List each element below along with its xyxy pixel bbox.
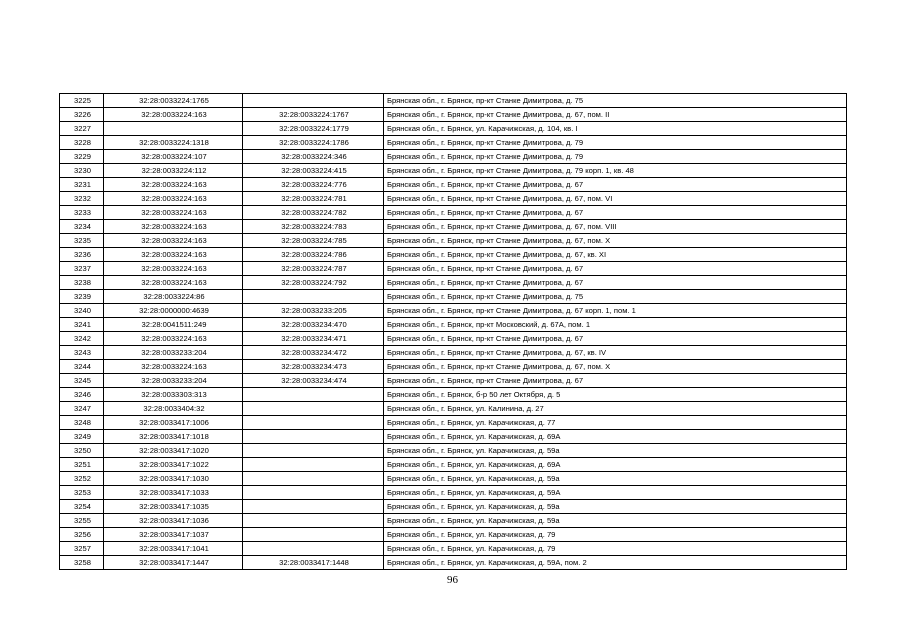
address-cell: Брянская обл., г. Брянск, пр-кт Станке Димитрова, д. 67 bbox=[384, 178, 847, 192]
object-cadastral-number bbox=[243, 430, 384, 444]
table-row bbox=[60, 444, 847, 458]
table-body bbox=[60, 94, 847, 570]
table-row bbox=[60, 234, 847, 248]
land-cadastral-number: 32:28:0033224:163 bbox=[104, 206, 243, 220]
table-row bbox=[60, 556, 847, 570]
land-cadastral-number: 32:28:0041511:249 bbox=[104, 318, 243, 332]
table-row bbox=[60, 360, 847, 374]
land-cadastral-number: 32:28:0033224:163 bbox=[104, 234, 243, 248]
object-cadastral-number bbox=[243, 416, 384, 430]
address-cell: Брянская обл., г. Брянск, пр-кт Станке Димитрова, д. 67 bbox=[384, 374, 847, 388]
table-row bbox=[60, 262, 847, 276]
row-number: 3246 bbox=[60, 388, 104, 402]
row-number: 3228 bbox=[60, 136, 104, 150]
table-row bbox=[60, 164, 847, 178]
row-number: 3258 bbox=[60, 556, 104, 570]
row-number: 3230 bbox=[60, 164, 104, 178]
table-row bbox=[60, 542, 847, 556]
row-number: 3240 bbox=[60, 304, 104, 318]
land-cadastral-number: 32:28:0033224:112 bbox=[104, 164, 243, 178]
row-number: 3245 bbox=[60, 374, 104, 388]
land-cadastral-number: 32:28:0033224:163 bbox=[104, 192, 243, 206]
object-cadastral-number bbox=[243, 514, 384, 528]
object-cadastral-number bbox=[243, 94, 384, 108]
address-cell: Брянская обл., г. Брянск, пр-кт Станке Димитрова, д. 67 bbox=[384, 276, 847, 290]
land-cadastral-number: 32:28:0033417:1447 bbox=[104, 556, 243, 570]
land-cadastral-number: 32:28:0033224:1318 bbox=[104, 136, 243, 150]
land-cadastral-number: 32:28:0033417:1006 bbox=[104, 416, 243, 430]
object-cadastral-number bbox=[243, 500, 384, 514]
object-cadastral-number: 32:28:0033233:205 bbox=[243, 304, 384, 318]
table-row bbox=[60, 94, 847, 108]
page-number: 96 bbox=[447, 574, 458, 586]
object-cadastral-number bbox=[243, 472, 384, 486]
table-row bbox=[60, 500, 847, 514]
object-cadastral-number bbox=[243, 290, 384, 304]
row-number: 3252 bbox=[60, 472, 104, 486]
row-number: 3229 bbox=[60, 150, 104, 164]
address-cell: Брянская обл., г. Брянск, пр-кт Станке Димитрова, д. 67, пом. VI bbox=[384, 192, 847, 206]
land-cadastral-number: 32:28:0033233:204 bbox=[104, 374, 243, 388]
address-cell: Брянская обл., г. Брянск, ул. Карачижская, д. 59а bbox=[384, 514, 847, 528]
table-row bbox=[60, 528, 847, 542]
table-row bbox=[60, 150, 847, 164]
row-number: 3226 bbox=[60, 108, 104, 122]
land-cadastral-number: 32:28:0000000:4639 bbox=[104, 304, 243, 318]
row-number: 3235 bbox=[60, 234, 104, 248]
row-number: 3247 bbox=[60, 402, 104, 416]
row-number: 3257 bbox=[60, 542, 104, 556]
row-number: 3227 bbox=[60, 122, 104, 136]
object-cadastral-number: 32:28:0033234:471 bbox=[243, 332, 384, 346]
object-cadastral-number: 32:28:0033224:783 bbox=[243, 220, 384, 234]
land-cadastral-number: 32:28:0033404:32 bbox=[104, 402, 243, 416]
object-cadastral-number bbox=[243, 388, 384, 402]
object-cadastral-number: 32:28:0033224:781 bbox=[243, 192, 384, 206]
table-row bbox=[60, 220, 847, 234]
land-cadastral-number: 32:28:0033224:86 bbox=[104, 290, 243, 304]
address-cell: Брянская обл., г. Брянск, пр-кт Станке Димитрова, д. 67 корп. 1, пом. 1 bbox=[384, 304, 847, 318]
land-cadastral-number: 32:28:0033417:1033 bbox=[104, 486, 243, 500]
land-cadastral-number: 32:28:0033224:163 bbox=[104, 248, 243, 262]
address-cell: Брянская обл., г. Брянск, пр-кт Станке Димитрова, д. 67, пом. X bbox=[384, 360, 847, 374]
object-cadastral-number: 32:28:0033224:787 bbox=[243, 262, 384, 276]
table-row bbox=[60, 248, 847, 262]
land-cadastral-number: 32:28:0033224:1765 bbox=[104, 94, 243, 108]
object-cadastral-number bbox=[243, 458, 384, 472]
land-cadastral-number: 32:28:0033224:163 bbox=[104, 360, 243, 374]
row-number: 3256 bbox=[60, 528, 104, 542]
row-number: 3249 bbox=[60, 430, 104, 444]
table-row bbox=[60, 486, 847, 500]
object-cadastral-number: 32:28:0033234:474 bbox=[243, 374, 384, 388]
object-cadastral-number: 32:28:0033417:1448 bbox=[243, 556, 384, 570]
object-cadastral-number: 32:28:0033224:776 bbox=[243, 178, 384, 192]
address-cell: Брянская обл., г. Брянск, ул. Карачижская, д. 59а bbox=[384, 444, 847, 458]
cadastral-table bbox=[59, 93, 847, 570]
address-cell: Брянская обл., г. Брянск, пр-кт Станке Димитрова, д. 75 bbox=[384, 290, 847, 304]
row-number: 3237 bbox=[60, 262, 104, 276]
object-cadastral-number: 32:28:0033224:785 bbox=[243, 234, 384, 248]
row-number: 3239 bbox=[60, 290, 104, 304]
row-number: 3231 bbox=[60, 178, 104, 192]
land-cadastral-number: 32:28:0033417:1022 bbox=[104, 458, 243, 472]
land-cadastral-number: 32:28:0033417:1036 bbox=[104, 514, 243, 528]
table-row bbox=[60, 304, 847, 318]
address-cell: Брянская обл., г. Брянск, ул. Карачижская, д. 69А bbox=[384, 458, 847, 472]
table-row bbox=[60, 458, 847, 472]
object-cadastral-number: 32:28:0033234:470 bbox=[243, 318, 384, 332]
table-row bbox=[60, 346, 847, 360]
table-row bbox=[60, 178, 847, 192]
table-row bbox=[60, 514, 847, 528]
table-row bbox=[60, 122, 847, 136]
row-number: 3250 bbox=[60, 444, 104, 458]
row-number: 3236 bbox=[60, 248, 104, 262]
object-cadastral-number: 32:28:0033234:473 bbox=[243, 360, 384, 374]
table-row bbox=[60, 192, 847, 206]
object-cadastral-number: 32:28:0033224:792 bbox=[243, 276, 384, 290]
address-cell: Брянская обл., г. Брянск, пр-кт Станке Димитрова, д. 67 bbox=[384, 262, 847, 276]
land-cadastral-number bbox=[104, 122, 243, 136]
table-row bbox=[60, 136, 847, 150]
object-cadastral-number: 32:28:0033224:346 bbox=[243, 150, 384, 164]
address-cell: Брянская обл., г. Брянск, ул. Карачижская, д. 59А, пом. 2 bbox=[384, 556, 847, 570]
address-cell: Брянская обл., г. Брянск, ул. Карачижская, д. 104, кв. I bbox=[384, 122, 847, 136]
table-row bbox=[60, 206, 847, 220]
address-cell: Брянская обл., г. Брянск, ул. Карачижская, д. 59а bbox=[384, 472, 847, 486]
table-row bbox=[60, 276, 847, 290]
land-cadastral-number: 32:28:0033224:107 bbox=[104, 150, 243, 164]
table-row bbox=[60, 430, 847, 444]
address-cell: Брянская обл., г. Брянск, ул. Карачижская, д. 69А bbox=[384, 430, 847, 444]
table-row bbox=[60, 416, 847, 430]
table-row bbox=[60, 472, 847, 486]
address-cell: Брянская обл., г. Брянск, ул. Карачижская, д. 59А bbox=[384, 486, 847, 500]
object-cadastral-number: 32:28:0033224:415 bbox=[243, 164, 384, 178]
row-number: 3238 bbox=[60, 276, 104, 290]
land-cadastral-number: 32:28:0033417:1041 bbox=[104, 542, 243, 556]
land-cadastral-number: 32:28:0033233:204 bbox=[104, 346, 243, 360]
table-row bbox=[60, 402, 847, 416]
address-cell: Брянская обл., г. Брянск, пр-кт Станке Димитрова, д. 75 bbox=[384, 94, 847, 108]
address-cell: Брянская обл., г. Брянск, ул. Карачижская, д. 77 bbox=[384, 416, 847, 430]
address-cell: Брянская обл., г. Брянск, пр-кт Станке Димитрова, д. 79 корп. 1, кв. 48 bbox=[384, 164, 847, 178]
row-number: 3232 bbox=[60, 192, 104, 206]
object-cadastral-number: 32:28:0033224:1767 bbox=[243, 108, 384, 122]
row-number: 3233 bbox=[60, 206, 104, 220]
object-cadastral-number: 32:28:0033234:472 bbox=[243, 346, 384, 360]
object-cadastral-number bbox=[243, 528, 384, 542]
row-number: 3251 bbox=[60, 458, 104, 472]
land-cadastral-number: 32:28:0033303:313 bbox=[104, 388, 243, 402]
row-number: 3244 bbox=[60, 360, 104, 374]
address-cell: Брянская обл., г. Брянск, пр-кт Станке Димитрова, д. 67, кв. XI bbox=[384, 248, 847, 262]
address-cell: Брянская обл., г. Брянск, пр-кт Станке Димитрова, д. 67 bbox=[384, 332, 847, 346]
object-cadastral-number bbox=[243, 402, 384, 416]
object-cadastral-number: 32:28:0033224:786 bbox=[243, 248, 384, 262]
address-cell: Брянская обл., г. Брянск, ул. Карачижская, д. 59а bbox=[384, 500, 847, 514]
row-number: 3248 bbox=[60, 416, 104, 430]
row-number: 3234 bbox=[60, 220, 104, 234]
object-cadastral-number: 32:28:0033224:782 bbox=[243, 206, 384, 220]
land-cadastral-number: 32:28:0033224:163 bbox=[104, 276, 243, 290]
object-cadastral-number: 32:28:0033224:1779 bbox=[243, 122, 384, 136]
table-row bbox=[60, 374, 847, 388]
object-cadastral-number bbox=[243, 444, 384, 458]
row-number: 3253 bbox=[60, 486, 104, 500]
address-cell: Брянская обл., г. Брянск, пр-кт Станке Димитрова, д. 67, пом. X bbox=[384, 234, 847, 248]
address-cell: Брянская обл., г. Брянск, б-р 50 лет Октября, д. 5 bbox=[384, 388, 847, 402]
row-number: 3225 bbox=[60, 94, 104, 108]
row-number: 3242 bbox=[60, 332, 104, 346]
table-row bbox=[60, 108, 847, 122]
land-cadastral-number: 32:28:0033417:1030 bbox=[104, 472, 243, 486]
row-number: 3255 bbox=[60, 514, 104, 528]
address-cell: Брянская обл., г. Брянск, ул. Калинина, д. 27 bbox=[384, 402, 847, 416]
address-cell: Брянская обл., г. Брянск, ул. Карачижская, д. 79 bbox=[384, 542, 847, 556]
address-cell: Брянская обл., г. Брянск, ул. Карачижская, д. 79 bbox=[384, 528, 847, 542]
row-number: 3243 bbox=[60, 346, 104, 360]
object-cadastral-number: 32:28:0033224:1786 bbox=[243, 136, 384, 150]
land-cadastral-number: 32:28:0033417:1037 bbox=[104, 528, 243, 542]
table-row bbox=[60, 332, 847, 346]
address-cell: Брянская обл., г. Брянск, пр-кт Московский, д. 67А, пом. 1 bbox=[384, 318, 847, 332]
table-row bbox=[60, 290, 847, 304]
address-cell: Брянская обл., г. Брянск, пр-кт Станке Димитрова, д. 79 bbox=[384, 150, 847, 164]
row-number: 3254 bbox=[60, 500, 104, 514]
table-row bbox=[60, 388, 847, 402]
object-cadastral-number bbox=[243, 486, 384, 500]
address-cell: Брянская обл., г. Брянск, пр-кт Станке Димитрова, д. 67, пом. II bbox=[384, 108, 847, 122]
address-cell: Брянская обл., г. Брянск, пр-кт Станке Димитрова, д. 67 bbox=[384, 206, 847, 220]
object-cadastral-number bbox=[243, 542, 384, 556]
address-cell: Брянская обл., г. Брянск, пр-кт Станке Димитрова, д. 67, кв. IV bbox=[384, 346, 847, 360]
land-cadastral-number: 32:28:0033224:163 bbox=[104, 332, 243, 346]
land-cadastral-number: 32:28:0033417:1018 bbox=[104, 430, 243, 444]
address-cell: Брянская обл., г. Брянск, пр-кт Станке Димитрова, д. 79 bbox=[384, 136, 847, 150]
table-row bbox=[60, 318, 847, 332]
land-cadastral-number: 32:28:0033224:163 bbox=[104, 262, 243, 276]
land-cadastral-number: 32:28:0033417:1035 bbox=[104, 500, 243, 514]
land-cadastral-number: 32:28:0033417:1020 bbox=[104, 444, 243, 458]
address-cell: Брянская обл., г. Брянск, пр-кт Станке Димитрова, д. 67, пом. VIII bbox=[384, 220, 847, 234]
land-cadastral-number: 32:28:0033224:163 bbox=[104, 108, 243, 122]
land-cadastral-number: 32:28:0033224:163 bbox=[104, 178, 243, 192]
row-number: 3241 bbox=[60, 318, 104, 332]
land-cadastral-number: 32:28:0033224:163 bbox=[104, 220, 243, 234]
